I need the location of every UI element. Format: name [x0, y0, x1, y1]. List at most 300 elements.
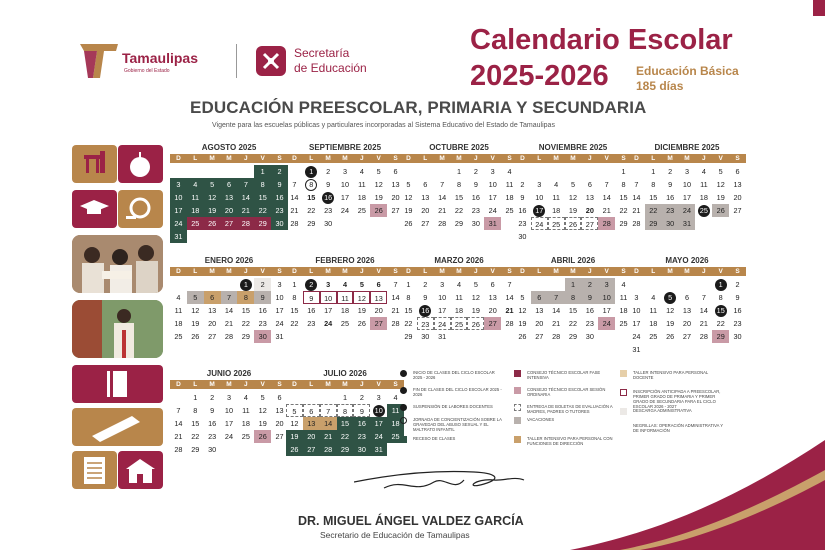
month-name: JULIO 2026 — [323, 369, 367, 378]
weekday-label: M — [570, 268, 576, 275]
day-cell: 6 — [204, 291, 221, 304]
day-cell: 12 — [666, 306, 675, 315]
day-cell: 25 — [649, 332, 658, 341]
day-cell: 8 — [621, 180, 626, 189]
day-cell: 29 — [307, 219, 316, 228]
day-cell: 18 — [619, 306, 628, 315]
day-cell: 17 — [370, 417, 387, 430]
day-cell: 10 — [632, 306, 641, 315]
weekday-label: S — [393, 381, 398, 388]
state-name: Tamaulipas — [122, 50, 198, 66]
day-cell: 7 — [221, 291, 238, 304]
day-cell: 1 — [240, 279, 252, 291]
weekday-header — [514, 154, 632, 163]
day-cell: 5 — [286, 404, 303, 417]
weekday-label: D — [292, 268, 297, 275]
day-cell: 28 — [505, 319, 514, 328]
day-cell: 20 — [275, 419, 284, 428]
day-cell: 1 — [621, 167, 626, 176]
day-cell: 29 — [337, 443, 354, 456]
day-cell: 21 — [290, 206, 299, 215]
day-cell: 18 — [552, 206, 561, 215]
weekday-label: J — [702, 268, 706, 275]
day-cell: 26 — [191, 332, 200, 341]
weekday-label: J — [244, 268, 248, 275]
legend-label: FIN DE CLASES DEL CICLO ESCOLAR 2025 - 2026 — [413, 387, 502, 397]
weekday-label: V — [376, 155, 381, 162]
day-cell: 19 — [716, 193, 725, 202]
day-empty — [286, 165, 303, 178]
day-cell: 23 — [208, 432, 217, 441]
day-cell: 13 — [208, 306, 217, 315]
weekday-label: D — [292, 381, 297, 388]
weekday-label: D — [176, 155, 181, 162]
day-cell: 22 — [337, 430, 354, 443]
legend-label: INSCRIPCIÓN ANTICIPADA A PREESCOLAR, PRIMER GRADO DE PRIMARIA Y PRIMER GRADO DE SECUNDARIA PARA EL CICLO ESCOLAR 2026 - 2027 — [633, 389, 721, 409]
day-cell: 25 — [387, 430, 404, 443]
day-cell: 19 — [666, 319, 675, 328]
legend-swatch — [620, 389, 627, 396]
day-cell: 13 — [682, 306, 692, 315]
month-calendar — [628, 255, 746, 356]
day-cell: 30 — [208, 445, 217, 454]
weekday-label: D — [634, 268, 639, 275]
day-cell: 29 — [254, 217, 271, 230]
day-cell: 22 — [290, 319, 299, 328]
day-cell: 15 — [307, 193, 316, 202]
day-cell: 18 — [340, 306, 350, 315]
day-cell: 23 — [585, 319, 594, 328]
day-cell: 19 — [204, 204, 221, 217]
day-cell: 21 — [632, 206, 641, 215]
day-cell: 25 — [548, 217, 565, 230]
secretaria-line2: de Educación — [294, 61, 367, 75]
day-cell: 16 — [585, 306, 594, 315]
day-cell: 9 — [271, 178, 288, 191]
weekday-label: L — [423, 268, 428, 275]
day-cell: 10 — [374, 405, 383, 415]
day-cell: 23 — [271, 204, 288, 217]
day-cell: 22 — [404, 319, 413, 328]
day-cell: 17 — [682, 193, 692, 202]
day-cell: 3 — [326, 280, 331, 289]
day-cell: 24 — [488, 206, 497, 215]
day-cell: 24 — [679, 204, 696, 217]
day-empty — [170, 165, 187, 178]
day-cell: 3 — [376, 393, 381, 402]
day-cell: 16 — [258, 306, 267, 315]
weekday-label: M — [226, 381, 232, 388]
day-cell: 14 — [237, 191, 254, 204]
day-grid — [170, 391, 288, 456]
day-grid — [514, 165, 632, 243]
logo-divider — [236, 44, 237, 78]
day-cell: 16 — [324, 192, 333, 202]
day-cell: 22 — [254, 204, 271, 217]
day-cell: 25 — [451, 317, 468, 330]
day-cell: 19 — [471, 306, 480, 315]
day-cell: 3 — [598, 278, 615, 291]
signature-image — [354, 468, 544, 498]
weekday-label: L — [651, 155, 656, 162]
weekday-label: M — [209, 381, 215, 388]
weekday-label: L — [423, 155, 428, 162]
weekday-label: M — [325, 155, 331, 162]
legend-label: DESCARGA ADMINISTRATIVA — [633, 408, 692, 413]
weekday-header — [628, 154, 746, 163]
apple-icon — [118, 145, 163, 183]
day-grid — [628, 165, 746, 230]
legend-swatch — [514, 370, 521, 377]
day-cell: 18 — [387, 417, 404, 430]
day-cell: 5 — [570, 180, 576, 189]
day-cell: 7 — [604, 180, 609, 189]
day-cell: 12 — [290, 419, 299, 428]
day-cell: 28 — [699, 332, 708, 341]
day-cell: 21 — [174, 432, 183, 441]
notebook-icon — [72, 451, 117, 489]
day-cell: 28 — [438, 219, 447, 228]
day-cell: 18 — [454, 306, 464, 315]
day-cell: 9 — [254, 291, 271, 304]
legend-label: JORNADA DE CONCIENTIZACIÓN SOBRE LA GRAVEDAD DEL ABUSO SEXUAL Y EL MALTRATO INFANTIL — [413, 417, 502, 432]
day-cell: 10 — [535, 193, 544, 202]
weekday-label: V — [490, 268, 495, 275]
day-cell: 14 — [290, 193, 299, 202]
weekday-label: L — [193, 268, 198, 275]
weekday-label: M — [226, 155, 232, 162]
day-cell: 10 — [224, 406, 234, 415]
day-cell: 9 — [473, 180, 478, 189]
day-cell: 20 — [733, 193, 742, 202]
day-cell: 16 — [471, 193, 480, 202]
weekday-label: S — [507, 155, 512, 162]
day-cell: 31 — [632, 345, 641, 354]
day-cell: 20 — [421, 206, 430, 215]
day-empty — [531, 278, 548, 291]
book-icon — [72, 365, 163, 403]
day-cell: 9 — [210, 406, 215, 415]
education-level: Educación Básica — [636, 64, 739, 78]
month-name: AGOSTO 2025 — [201, 143, 257, 152]
day-cell: 20 — [585, 206, 594, 215]
day-cell: 29 — [645, 217, 662, 230]
month-name: OCTUBRE 2025 — [429, 143, 489, 152]
day-cell: 23 — [471, 206, 480, 215]
month-name: MAYO 2026 — [665, 256, 709, 265]
day-cell: 18 — [241, 419, 250, 428]
day-cell: 29 — [568, 332, 578, 341]
weekday-label: J — [588, 155, 592, 162]
day-cell: 14 — [224, 306, 234, 315]
day-cell: 9 — [581, 291, 598, 304]
day-cell: 26 — [357, 319, 366, 328]
day-cell: 21 — [505, 306, 514, 315]
day-cell: 10 — [340, 180, 350, 189]
day-cell: 8 — [305, 179, 317, 191]
day-cell: 26 — [467, 317, 484, 330]
day-cell: 26 — [254, 430, 271, 443]
day-cell: 21 — [438, 206, 447, 215]
graduation-cap-icon — [72, 190, 117, 228]
secretaria-logo — [256, 44, 386, 80]
day-cell: 4 — [359, 167, 364, 176]
month-name: JUNIO 2026 — [206, 369, 252, 378]
weekday-label: J — [360, 155, 364, 162]
day-cell: 20 — [221, 204, 238, 217]
day-empty — [187, 278, 204, 291]
day-cell: 8 — [406, 293, 411, 302]
day-cell: 9 — [668, 180, 673, 189]
day-cell: 28 — [290, 219, 299, 228]
day-cell: 24 — [531, 217, 548, 230]
day-cell: 9 — [353, 404, 370, 417]
legend-label: INICIO DE CLASES DEL CICLO ESCOLAR 2025 - 2026 — [413, 370, 495, 380]
day-grid — [286, 278, 404, 330]
day-cell: 4 — [393, 393, 398, 402]
month-name: SEPTIEMBRE 2025 — [308, 143, 382, 152]
day-cell: 25 — [174, 332, 183, 341]
weekday-label: S — [393, 268, 398, 275]
weekday-label: S — [277, 155, 282, 162]
day-cell: 10 — [170, 191, 187, 204]
day-cell: 16 — [271, 191, 288, 204]
legend-label: TALLER INTENSIVO PARA PERSONAL CON FUNCIONES DE DIRECCIÓN — [527, 436, 613, 446]
day-cell: 21 — [602, 206, 611, 215]
day-cell: 9 — [423, 293, 428, 302]
day-cell: 13 — [370, 291, 387, 304]
weekday-label: V — [718, 268, 723, 275]
day-cell: 13 — [421, 193, 430, 202]
month-name: NOVIEMBRE 2025 — [538, 143, 608, 152]
day-cell: 9 — [520, 193, 525, 202]
day-cell: 30 — [733, 332, 742, 341]
day-cell: 1 — [456, 167, 462, 176]
day-cell: 23 — [417, 317, 434, 330]
day-cell: 29 — [241, 332, 250, 341]
weekday-label: M — [342, 381, 348, 388]
day-cell: 15 — [337, 417, 354, 430]
day-cell: 15 — [404, 306, 413, 315]
day-cell: 17 — [438, 306, 447, 315]
day-cell: 22 — [716, 319, 725, 328]
student-photo — [72, 300, 163, 358]
day-cell: 25 — [357, 206, 366, 215]
day-cell: 22 — [307, 206, 316, 215]
day-cell: 25 — [340, 319, 350, 328]
day-cell: 21 — [320, 430, 337, 443]
day-cell: 26 — [404, 219, 413, 228]
day-cell: 15 — [290, 306, 299, 315]
day-cell: 2 — [359, 393, 364, 402]
day-cell: 3 — [537, 180, 542, 189]
day-empty — [170, 391, 187, 404]
day-cell: 23 — [733, 319, 742, 328]
day-cell: 19 — [374, 193, 383, 202]
day-cell: 7 — [701, 293, 706, 302]
legend-swatch — [400, 404, 407, 411]
day-cell: 17 — [632, 319, 641, 328]
weekday-label: V — [604, 155, 609, 162]
day-cell: 4 — [243, 393, 248, 402]
month-calendar — [170, 142, 288, 243]
day-cell: 23 — [353, 430, 370, 443]
day-empty — [303, 391, 320, 404]
month-calendar — [514, 255, 632, 343]
day-cell: 27 — [682, 332, 692, 341]
day-cell: 7 — [393, 280, 398, 289]
day-empty — [400, 165, 417, 178]
day-cell: 16 — [353, 417, 370, 430]
day-cell: 26 — [204, 217, 221, 230]
day-cell: 10 — [320, 291, 337, 304]
day-cell: 7 — [176, 406, 181, 415]
school-days-count: 185 días — [636, 79, 684, 93]
day-cell: 2 — [210, 393, 215, 402]
day-cell: 2 — [735, 280, 740, 289]
day-cell: 5 — [718, 167, 723, 176]
school-desk-icon — [72, 145, 117, 183]
weekday-label: S — [277, 381, 282, 388]
weekday-label: V — [718, 155, 723, 162]
weekday-label: M — [209, 268, 215, 275]
day-cell: 4 — [456, 280, 462, 289]
day-cell: 22 — [568, 319, 578, 328]
day-cell: 28 — [632, 219, 641, 228]
day-cell: 13 — [535, 306, 544, 315]
weekday-label: D — [406, 155, 411, 162]
day-cell: 31 — [484, 217, 501, 230]
weekday-label: V — [376, 381, 381, 388]
day-cell: 28 — [224, 332, 234, 341]
weekday-label: V — [260, 381, 265, 388]
day-empty — [514, 165, 531, 178]
day-cell: 8 — [292, 293, 297, 302]
day-grid — [514, 278, 632, 343]
weekday-label: V — [260, 268, 265, 275]
day-cell: 21 — [391, 306, 400, 315]
day-cell: 4 — [621, 280, 626, 289]
month-calendar — [170, 255, 288, 343]
day-cell: 29 — [454, 219, 464, 228]
day-cell: 12 — [204, 191, 221, 204]
day-cell: 17 — [170, 204, 187, 217]
day-cell: 2 — [305, 279, 317, 291]
weekday-label: M — [342, 268, 348, 275]
day-cell: 3 — [490, 167, 495, 176]
legend-label: ENTREGA DE BOLETAS DE EVALUACIÓN A MADRES, PADRES O TUTORES — [527, 404, 613, 414]
day-cell: 22 — [645, 204, 662, 217]
day-cell: 26 — [712, 204, 729, 217]
secretaria-line1: Secretaría — [294, 46, 350, 60]
day-empty — [237, 165, 254, 178]
day-cell: 6 — [490, 280, 495, 289]
day-cell: 11 — [455, 293, 463, 302]
day-cell: 24 — [598, 317, 615, 330]
weekday-label: J — [474, 155, 478, 162]
day-cell: 5 — [520, 293, 525, 302]
weekday-label: S — [507, 268, 512, 275]
day-cell: 27 — [303, 443, 320, 456]
day-cell: 28 — [320, 443, 337, 456]
day-cell: 18 — [505, 193, 514, 202]
weekday-label: J — [360, 381, 364, 388]
legend-swatch — [514, 404, 521, 411]
day-cell: 12 — [471, 293, 480, 302]
day-cell: 13 — [585, 193, 594, 202]
day-cell: 15 — [241, 306, 250, 315]
day-cell: 20 — [391, 193, 400, 202]
weekday-label: S — [621, 155, 626, 162]
weekday-label: M — [226, 268, 232, 275]
month-calendar — [400, 142, 518, 230]
day-cell: 1 — [715, 279, 727, 291]
day-empty — [187, 165, 204, 178]
day-cell: 7 — [548, 291, 565, 304]
day-empty — [434, 165, 451, 178]
day-empty — [645, 278, 662, 291]
weekday-label: S — [735, 155, 740, 162]
weekday-label: L — [309, 268, 314, 275]
day-cell: 15 — [254, 191, 271, 204]
day-cell: 28 — [391, 319, 400, 328]
weekday-label: D — [520, 268, 525, 275]
day-cell: 12 — [191, 306, 200, 315]
day-cell: 9 — [303, 291, 320, 304]
weekday-label: V — [260, 155, 265, 162]
weekday-header — [286, 154, 404, 163]
day-cell: 3 — [342, 167, 348, 176]
weekday-label: M — [456, 155, 462, 162]
day-cell: 20 — [303, 430, 320, 443]
weekday-header — [400, 154, 518, 163]
day-cell: 11 — [174, 306, 183, 315]
day-cell: 13 — [275, 406, 284, 415]
day-cell: 13 — [303, 417, 320, 430]
day-cell: 6 — [376, 280, 381, 289]
day-cell: 11 — [242, 406, 250, 415]
day-cell: 27 — [484, 317, 501, 330]
day-cell: 27 — [733, 206, 742, 215]
day-grid — [400, 278, 518, 343]
day-cell: 11 — [552, 193, 560, 202]
day-cell: 6 — [531, 291, 548, 304]
weekday-label: M — [553, 268, 559, 275]
day-cell: 30 — [254, 330, 271, 343]
signer-name: DR. MIGUEL ÁNGEL VALDEZ GARCÍA — [298, 514, 524, 528]
legend-swatch — [400, 387, 407, 394]
day-cell: 1 — [193, 393, 198, 402]
day-cell: 30 — [518, 232, 527, 241]
day-cell: 25 — [699, 205, 708, 215]
day-cell: 5 — [359, 280, 364, 289]
day-cell: 1 — [254, 165, 271, 178]
day-cell: 11 — [619, 293, 628, 302]
day-cell: 13 — [221, 191, 238, 204]
day-empty — [286, 391, 303, 404]
day-cell: 23 — [662, 204, 679, 217]
day-cell: 10 — [598, 291, 615, 304]
weekday-label: L — [309, 155, 314, 162]
weekday-label: M — [439, 155, 445, 162]
day-cell: 5 — [473, 280, 478, 289]
day-cell: 2 — [423, 280, 428, 289]
day-cell: 12 — [374, 180, 383, 189]
day-empty — [514, 278, 531, 291]
day-cell: 8 — [254, 178, 271, 191]
weekday-label: S — [277, 268, 282, 275]
legend-swatch — [400, 436, 407, 443]
